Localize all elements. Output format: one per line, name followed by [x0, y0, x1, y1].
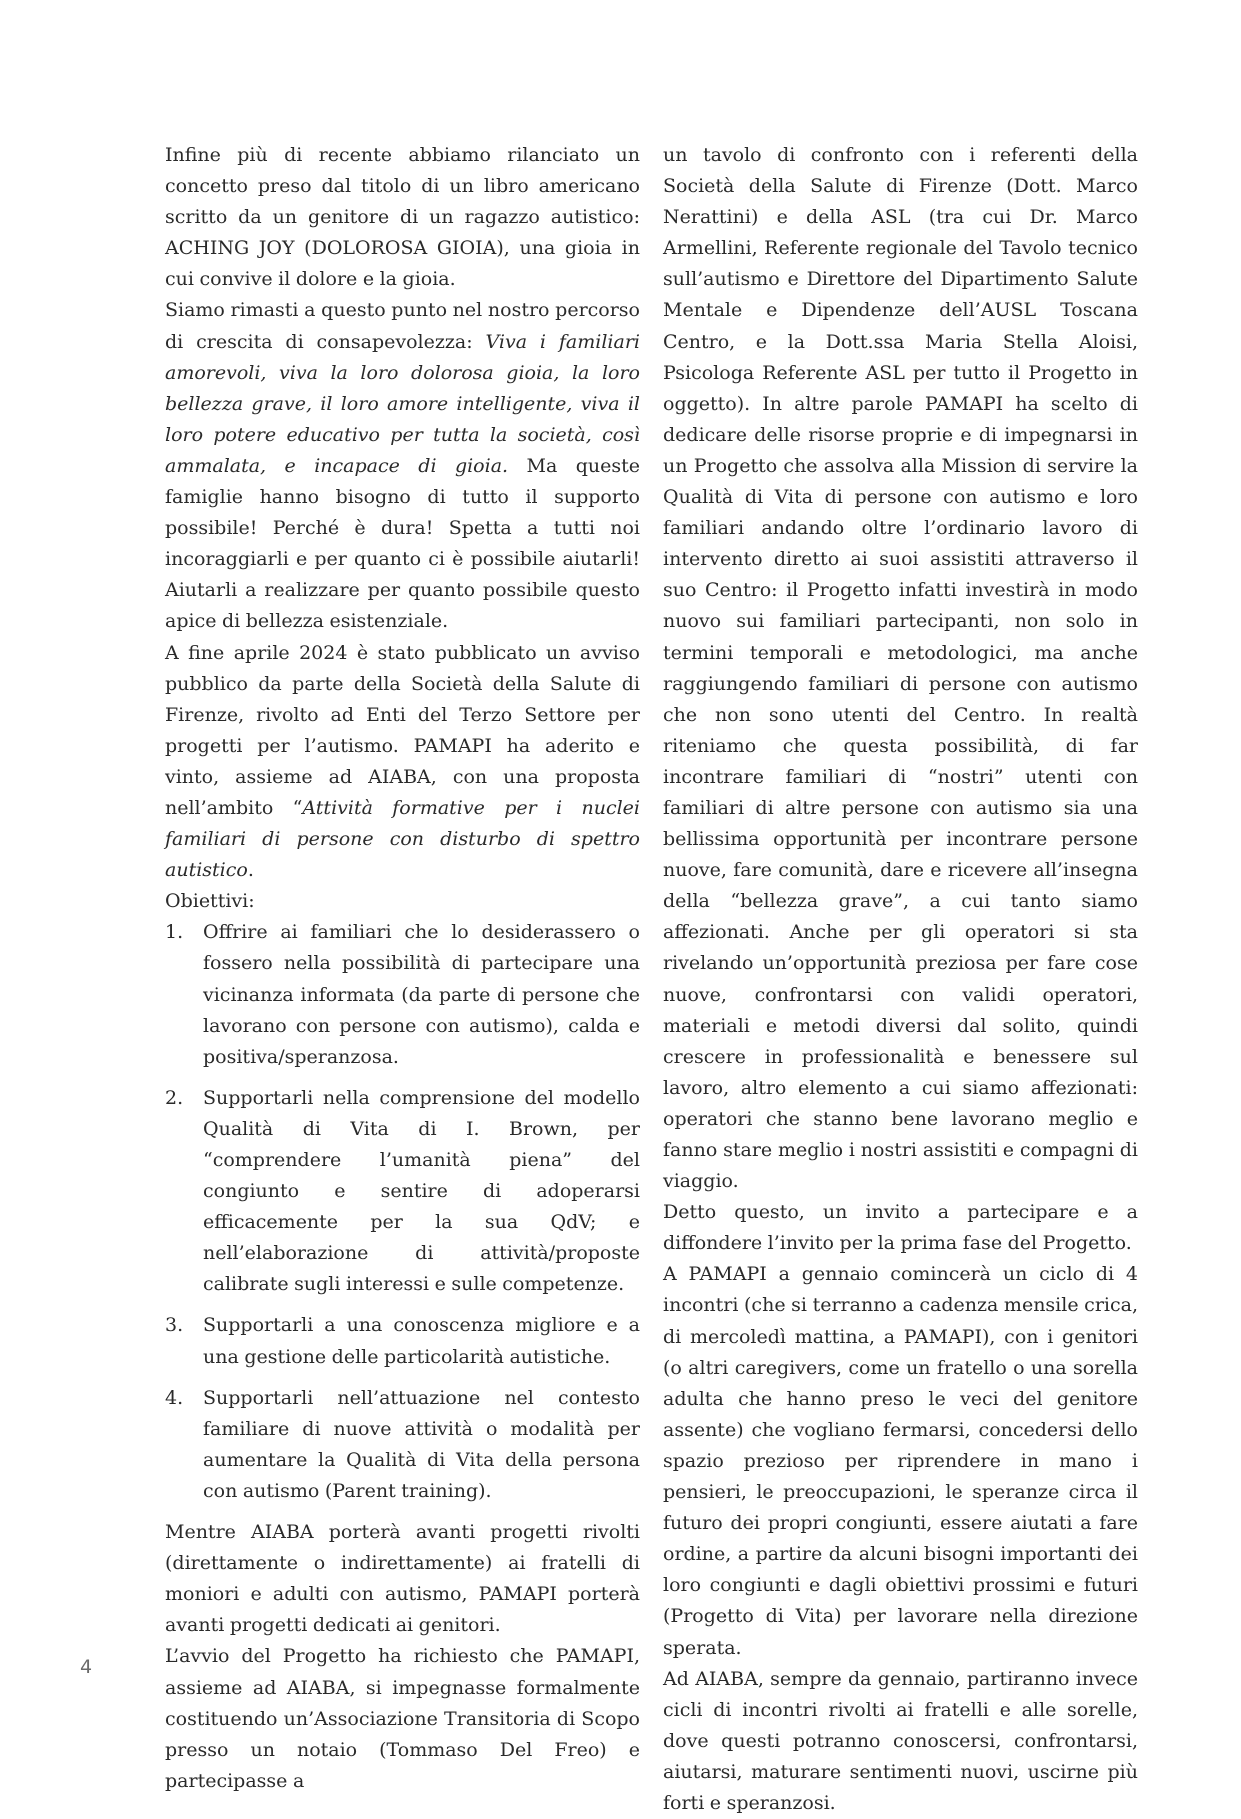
list-item-text: Supportarli a una conoscenza migliore e a una gestione delle particolarità autistiche. — [203, 1314, 640, 1368]
list-item — [165, 1310, 640, 1372]
paragraph-incontri-genitori: A PAMAPI a gennaio comincerà un ciclo di 4 incontri (che si terranno a cadenza mensile crica, di mercoledì mattina, a PAMAPI), con i genitori (o altri caregivers, come un fratello o una sorella adulta che hanno preso le veci del genitore assente) che vogliano fermarsi, concedersi dello spazio prezioso per riprendere in mano i pensieri, le preoccupazioni, le speranze circa il futuro dei propri congiunti, essere aiutati a fare ordine, a partire da alcuni bisogni importanti dei loro congiunti e dagli obiettivi prossimi e futuri (Progetto di Vita) per lavorare nella direzione sperata. — [663, 1263, 1138, 1659]
objectives-list — [165, 917, 640, 1507]
paragraph-text: Ma queste famiglie hanno bisogno di tutto il supporto possibile! Perché è dura! Spetta a tutti noi incoraggiarli e per quanto ci è possibile aiutarli! Aiutarli a realizzare per quanto possibile questo apice di bellezza esistenziale. — [165, 454, 640, 633]
list-item-text: Supportarli nella comprensione del modello Qualità di Vita di I. Brown, per “comprendere l’umanità piena” del congiunto e sentire di adoperarsi efficacemente per la sua QdV; e nell’elaborazione di attività/proposte calibrate sugli interessi e sulle competenze. — [203, 1086, 640, 1296]
list-item — [165, 1383, 640, 1507]
paragraph-avvio-progetto: L’avvio del Progetto ha richiesto che PAMAPI, assieme ad AIABA, si impegnasse formalmente costituendo un’Associazione Transitoria di Scopo presso un notaio (Tommaso Del Freo) e partecipasse a — [165, 1645, 640, 1792]
list-number: 3. — [165, 1314, 184, 1337]
list-number: 1. — [165, 921, 184, 944]
paragraph-consapevolezza — [165, 295, 640, 637]
left-column — [165, 140, 640, 1797]
paragraph-text: Siamo rimasti a questo punto nel nostro percorso di crescita di consapevolezza: — [165, 299, 640, 353]
paragraph-tavolo-confronto: un tavolo di confronto con i referenti della Società della Salute di Firenze (Dott. Marco Nerattini) e della ASL (tra cui Dr. Marco Armellini, Referente regionale del Tavolo tecnico sull’autismo e Direttore del Dipartimento Salute Mentale e Dipendenze dell’AUSL Toscana Centro, e la Dott.ssa Maria Stella Aloisi, Psicologa Referente ASL per tutto il Progetto in oggetto). In altre parole PAMAPI ha scelto di dedicare delle risorse proprie e di impegnarsi in un Progetto che assolva alla Mission di servire la Qualità di Vita di persone con autismo e loro familiari andando oltre l’ordinario lavoro di intervento diretto ai suoi assistiti attraverso il suo Centro: il Progetto infatti investirà in modo nuovo sui familiari partecipanti, non solo in termini temporali e metodologici, ma anche raggiungendo familiari di persone con autismo che non sono utenti del Centro. In realtà riteniamo che questa possibilità, di far incontrare familiari di “nostri” utenti con familiari di altre persone con autismo sia una bellissima opportunità per incontrare persone nuove, fare comunità, dare e ricevere all’insegna della “bellezza grave”, a cui tanto siamo affezionati. Anche per gli operatori si sta rivelando un’opportunità preziosa per fare cose nuove, confrontarsi con validi operatori, materiali e metodi diversi dal solito, quindi crescere in professionalità e benessere sul lavoro, altro elemento a cui siamo affezionati: operatori che stanno bene lavorano meglio e fanno stare meglio i nostri assistiti e compagni di viaggio. — [663, 144, 1138, 1193]
objectives-label: Obiettivi: — [165, 890, 255, 913]
list-item-text: Offrire ai familiari che lo desiderassero o fossero nella possibilità di partecipare una vicinanza informata (da parte di persone che lavorano con persone con autismo), calda e positiva/speranzosa. — [203, 921, 640, 1068]
paragraph-text: A fine aprile 2024 è stato pubblicato un avviso pubblico da parte della Società della Salute di Firenze, rivolto ad Enti del Terzo Settore per progetti per l’autismo. PAMAPI ha aderito e vinto, assieme ad AIABA, con una proposta nell’ambito “ — [165, 641, 640, 819]
paragraph-incontri-fratelli: Ad AIABA, sempre da gennaio, partiranno invece cicli di incontri rivolti ai fratelli e alle sorelle, dove questi potranno conoscersi, confrontarsi, aiutarsi, maturare sentimenti nuovi, uscirne più forti e speranzosi. — [663, 1667, 1138, 1814]
paragraph-aching-joy: Infine più di recente abbiamo rilanciato un concetto preso dal titolo di un libro americano scritto da un genitore di un ragazzo autistico: ACHING JOY (DOLOROSA GIOIA), una gioia in cui convive il dolore e la gioia. — [165, 144, 640, 291]
list-number: 2. — [165, 1086, 184, 1109]
list-item — [165, 1083, 640, 1301]
italic-quote: Viva i familiari amorevoli, viva la loro dolorosa gioia, la loro bellezza grave, il loro amore intelligente, viva il loro potere educativo per tutta la società, così ammalata, e incapace di gioia. — [165, 330, 640, 477]
list-item-text: Supportarli nell’attuazione nel contesto familiare di nuove attività o modalità per aumentare la Qualità di Vita della persona con autismo (Parent training). — [203, 1386, 640, 1502]
paragraph-aiaba-pamapi: Mentre AIABA porterà avanti progetti rivolti (direttamente o indirettamente) ai fratelli di moniori e adulti con autismo, PAMAPI porterà avanti progetti dedicati ai genitori. — [165, 1521, 640, 1637]
list-item — [165, 917, 640, 1072]
italic-title: Attività formative per i nuclei familiari di persone con disturbo di spettro autistico — [165, 796, 640, 882]
page-number: 4 — [80, 1656, 93, 1678]
list-number: 4. — [165, 1386, 184, 1409]
right-column — [663, 140, 1138, 1819]
paragraph-invito: Detto questo, un invito a partecipare e a diffondere l’invito per la prima fase del Progetto. — [663, 1201, 1138, 1255]
paragraph-avviso — [165, 638, 640, 887]
paragraph-text: . — [247, 859, 254, 882]
